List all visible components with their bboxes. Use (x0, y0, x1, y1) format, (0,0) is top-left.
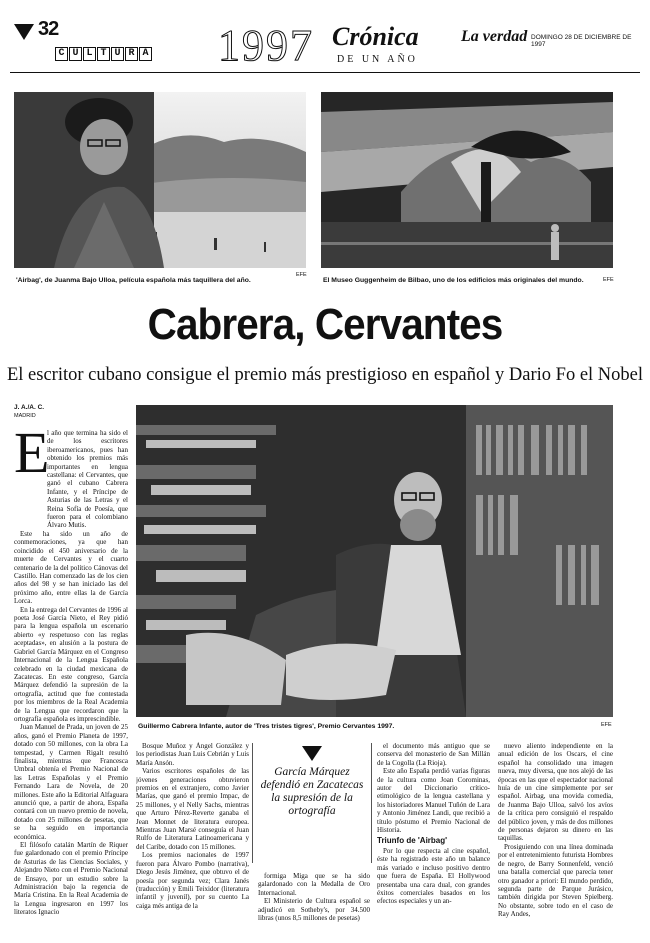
photo-guggenheim (321, 92, 613, 268)
photo-airbag (14, 92, 306, 268)
caption-text: de Juanma Bajo Ulloa, película española más taquillera del año. (42, 277, 251, 284)
page-number: 32 (38, 18, 59, 40)
column-rule (371, 743, 372, 863)
photo-credit: EFE (296, 272, 307, 278)
section-subtitle: Triunfo de 'Airbag' (377, 836, 448, 846)
article-paragraph: El Ministerio de Cultura español se adjudicó en Sotheby's, por 34.500 libras (unos 8,5 millones de pesetas) (258, 897, 370, 923)
drop-cap: E (14, 420, 50, 485)
article-paragraph: El filósofo catalán Martín de Riquer fue galardonado con el premio Príncipe de Asturias de las Ciencias Sociales, y Alejandro Nieto con el Premio Nacional de Ensayo, por un estudio sobre la Administración bajo la regencia de María Cristina. En la Real Academia de la Lengua ingresaron en 1997 los literatos Ignacio (14, 841, 128, 917)
section-letter: U (111, 47, 124, 61)
photo-credit: EFE (601, 722, 612, 728)
section-letter: A (139, 47, 152, 61)
article-column-1 (14, 530, 128, 940)
article-paragraph: Este ha sido un año de conmemoraciones, ya que han coincidido el 450 aniversario de la muerte de Cervantes y el cuarto centenario de la del político Cánovas del Castillo. Han comenzado las de los cien años del 98 y se han iniciado las del próximo año, entre ellas la de García Lorca. (14, 530, 128, 606)
photo-credit: EFE (603, 277, 614, 283)
article-column-3 (258, 872, 370, 938)
article-paragraph: el documento más antiguo que se conserva del monasterio de San Millán de la Cogolla (La Rioja). (377, 742, 490, 767)
byline: J. A./A. C. (14, 404, 45, 411)
photo-caption: Guillermo Cabrera Infante, autor de 'Tres tristes tigres', Premio Cervantes 1997. (138, 723, 395, 730)
issue-date: DOMINGO 28 DE DICIEMBRE DE 1997 (531, 34, 632, 48)
article-column-4 (377, 742, 490, 938)
article-paragraph: Bosque Muñoz y Ángel González y los periodistas Juan Luis Cebrián y Luis María Ansón. (136, 742, 249, 767)
section-letter: U (69, 47, 82, 61)
cronica-subtitle: DE UN AÑO (337, 54, 418, 65)
article-paragraph: Prosiguiendo con una línea dominada por el entretenimiento futurista Hombres de negro, de Barry Sonnenfeld, venció una batalla comercial que parecía tener otro ganador a priori: El mundo perdido, segunda parte de Parque Jurásico, también dirigida por Steven Spielberg. No obstante, sobre todo en el caso de Ray Andes, (498, 842, 613, 919)
article-paragraph: Por lo que respecta al cine español, éste ha registrado este año un balance más variado e incluso positivo dentro que fuera de España. El Hollywood presentaba una cara dual, con grandes éxitos comerciales basados en los efectos especiales y un an- (377, 846, 490, 906)
caption-title: 'Airbag', (16, 277, 43, 284)
article-paragraph: Juan Manuel de Prada, un joven de 25 años, ganó el Premio Planeta de 1997, dotado con 50 millones, con la obra La tempestad, y Carmen Rigalt resultó finalista, mientras que Francesca Umbral obtenía el Premio Nacional de las Letras Españolas y el Premio Fernando Lara de Novela, de 20 millones. Este año la Editorial Alfaguara anunció que, a partir de ahora, España contará con un nuevo premio de novela, dotado con 25 millones de pesetas, que se ha seguido en importancia económica. (14, 723, 128, 841)
section-label (55, 47, 152, 61)
section-letter: T (97, 47, 110, 61)
triangle-marker-icon (14, 24, 34, 40)
article-paragraph: formiga Miga que se ha sido galardonado con la Medalla de Oro Internacional. (258, 872, 370, 897)
photo-caption (16, 276, 306, 285)
headline: Cabrera, Cervantes (147, 300, 503, 349)
triangle-marker-icon (302, 746, 322, 761)
header-rule (10, 72, 640, 73)
article-paragraph: Este año España perdió varias figuras de la cultura como Joan Corominas, autor del Diccionario crítico-etimológico de la lengua castellana y los historiadores Manuel Tuñón de Lara y Antonio Jiménez Landi, que recibió a título póstumo el Premio Nacional de Historia. (377, 767, 490, 835)
pull-quote (258, 746, 366, 818)
subheadline: El escritor cubano consigue el premio más prestigioso en español y Dario Fo el Nobel (6, 365, 644, 385)
pull-quote-text: García Márquez defendió en Zacatecas la supresión de la ortografía (260, 766, 364, 817)
byline-place: MADRID (14, 413, 36, 419)
column-rule (252, 743, 253, 863)
section-letter: R (125, 47, 138, 61)
cronica-title: Crónica (332, 22, 419, 51)
article-column-2 (136, 742, 249, 938)
article-paragraph: Los premios nacionales de 1997 fueron para Álvaro Pombo (narrativa), Diego Jesús Jiménez, que obtuvo el de poesía por segunda vez; Clara Janés (traducción) y Emili Teixidor (literatura infantil y juvenil), por su cuento La caiga més antiga de la (136, 851, 249, 910)
newspaper-name: La verdad (461, 28, 528, 45)
photo-caption: El Museo Guggenheim de Bilbao, uno de los edificios más originales del mundo. (323, 277, 584, 284)
photo-cabrera-infante (136, 405, 613, 717)
lead-paragraph: l año que termina ha sido el de los escritores iberoamericanos, pues han obtenido los premios más importantes en lengua castellana: el Cervantes, que ganó el cubano Cabrera Infante, y el Príncipe de Asturias de las Letras y el Reina Sofía de Poesía, que fueron para el colombiano Álvaro Mutis. (47, 429, 128, 529)
article-column-5 (498, 742, 613, 938)
article-paragraph: Varios escritores españoles de las jóvenes generaciones obtuvieron premios en el extranjero, como Javier Marías, que ganó el premio Impac, de 25 millones, y el Nelly Sachs, mientras que Arturo Pérez-Reverte ganaba el Jean Monnet de literatura europea. Mientras Juan Marsé conseguía el Juan Rulfo de Literatura Latinoamericana y del Caribe, dotado con 15 millones. (136, 767, 249, 851)
year-title: 1997 (218, 21, 314, 70)
page-header (10, 18, 640, 80)
article-paragraph: nuevo aliento independiente en la anual edición de los Oscars, el cine español ha consolidado una imagen nueva, muy diversa, que nos alejó de las épocas en las que el espectador nacional huía de un cine simplemente por ser español. Airbag, una movida comedia, de Juanma Bajo Ulloa, salvó los avíos de la crítica pero consiguió el respaldo del público joven, y más de dos millones de personas dejaron su dinero en las taquillas. (498, 742, 613, 843)
article-paragraph: En la entrega del Cervantes de 1996 al poeta José García Nieto, el Rey pidió para la lengua española un escenario abierto «y respetuoso con las reglas aceptadas», en alusión a la postura de Gabriel García Márquez en el Congreso Internacional de la Lengua Española celebrado en la ciudad mexicana de Zacatecas. En este congreso, García Márquez defendió la supresión de la ortografía, actitud que fue contestada por los miembros de la Real Academia de la Lengua que recordaron que la ortografía española es imprescindible. (14, 605, 128, 723)
section-letter: C (55, 47, 68, 61)
section-letter: L (83, 47, 96, 61)
